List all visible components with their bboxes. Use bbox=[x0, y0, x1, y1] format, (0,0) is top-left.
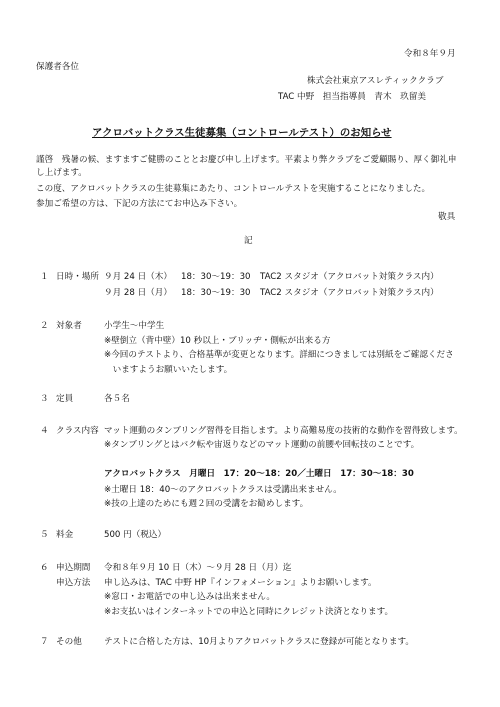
intro-line: この度、アクロバットクラスの生徒募集にあたり、コントロールテストを実施することになりました。 bbox=[36, 184, 431, 194]
intro-line: 謹啓 残暑の候、ますますご健勝のこととお慶び申し上げます。平素より弊クラブをご愛顧賜り、厚く御礼申 bbox=[36, 155, 457, 165]
schedule-place: TAC2 スタジオ（アクロバット対策クラス内） bbox=[260, 272, 439, 282]
sender-line: TAC 中野 担当指導員 青木 玖留美 bbox=[278, 92, 426, 102]
item-text: 各５名 bbox=[104, 394, 130, 404]
document-title: アクロバットクラス生徒募集（コントロールテスト）のお知らせ bbox=[92, 127, 392, 139]
item-text: 500 円（税込） bbox=[104, 530, 167, 540]
schedule-time: 18：30～19：30 bbox=[181, 272, 251, 282]
item-number: １ bbox=[40, 272, 49, 282]
item-number: ６ bbox=[40, 563, 49, 573]
item-text: ※今回のテストより、合格基準が変更となります。詳細につきましては別紙をご確認くださ bbox=[104, 350, 454, 360]
item-label: その他 bbox=[56, 637, 82, 647]
schedule-date: ９月 24 日（木） bbox=[104, 272, 172, 282]
item-label: 料金 bbox=[56, 530, 74, 540]
schedule-date: ９月 28 日（月） bbox=[104, 288, 172, 298]
item-text: 小学生～中学生 bbox=[104, 321, 165, 331]
item-number: ４ bbox=[40, 426, 49, 436]
item-number: ７ bbox=[40, 637, 49, 647]
intro-line: 参加ご希望の方は、下記の方法にてお申込み下さい。 bbox=[36, 199, 243, 209]
item-text: いますようお願いいたします。 bbox=[104, 365, 233, 375]
item-label: クラス内容 bbox=[56, 426, 99, 436]
item-label: 対象者 bbox=[56, 321, 82, 331]
item-label: 定員 bbox=[56, 394, 74, 404]
item-text: テストに合格した方は、10月よりアクロバットクラスに登録が可能となります。 bbox=[104, 637, 414, 647]
item-text: マット運動のタンブリング習得を目指します。より高難易度の技術的な動作を習得致します。 bbox=[104, 426, 463, 436]
item-number: ２ bbox=[40, 321, 49, 331]
item-text: 申し込みは、TAC 中野 HP『インフォメーション』よりお願いします。 bbox=[104, 578, 377, 588]
schedule-place: TAC2 スタジオ（アクロバット対策クラス内） bbox=[260, 288, 439, 298]
document-date: 令和８年９月 bbox=[404, 49, 456, 59]
item-text: ※タンブリングとはバク転や宙返りなどのマット運動の前腰や回転技のことです。 bbox=[104, 440, 420, 450]
item-text: ※壁倒立（背中壁）10 秒以上・ブリッヂ・側転が出来る方 bbox=[104, 336, 331, 346]
ki-heading: 記 bbox=[244, 236, 253, 246]
recipient-line: 保護者各位 bbox=[36, 62, 79, 72]
intro-line: し上げます。 bbox=[36, 168, 87, 178]
item-number: ３ bbox=[40, 394, 49, 404]
item-note: ※お支払いはインターネットでの申込と同時にクレジット決済となります。 bbox=[104, 607, 394, 617]
closing-keigu: 敬具 bbox=[438, 212, 456, 222]
item-label: 日時・場所 bbox=[56, 272, 99, 282]
item-label: 申込方法 bbox=[56, 578, 91, 588]
item-number: ５ bbox=[40, 530, 49, 540]
item-note: ※窓口・お電話での申し込みは出来ません。 bbox=[104, 592, 275, 602]
schedule-time: 18：30～19：30 bbox=[181, 288, 251, 298]
item-note: ※土曜日 18：40～のアクロバットクラスは受講出来ません。 bbox=[104, 485, 342, 495]
application-period: 令和８年９月 10 日（木）～９月 28 日（月）迄 bbox=[104, 563, 292, 573]
item-label: 申込期間 bbox=[56, 563, 91, 573]
item-note: ※技の上達のためにも週２回の受講をお勧めします。 bbox=[104, 499, 309, 509]
class-schedule: アクロバットクラス 月曜日 17：20～18：20／土曜日 17：30～18：30 bbox=[104, 469, 414, 479]
company-name: 株式会社東京アスレティッククラブ bbox=[307, 76, 444, 86]
